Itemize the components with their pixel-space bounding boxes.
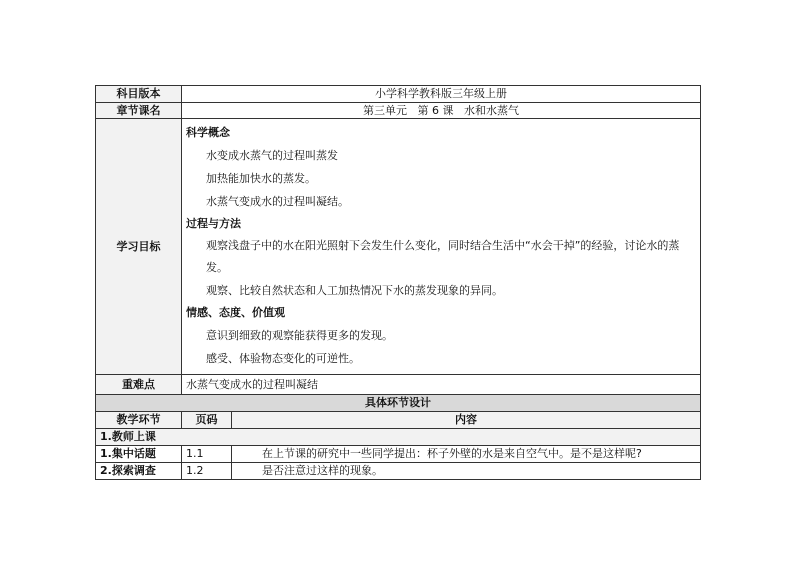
goal-line: 观察、比较自然状态和人工加热情况下水的蒸发现象的异同。 [206, 284, 503, 297]
column-header-step: 教学环节 [96, 412, 182, 429]
table-row [96, 463, 701, 480]
goal-line: 感受、体验物态变化的可逆性。 [206, 352, 360, 365]
goal-line: 水变成水蒸气的过程叫蒸发 [206, 149, 338, 162]
design-section-row [96, 395, 701, 412]
learning-goals-row [96, 119, 701, 375]
chapter-lesson-row [96, 103, 701, 119]
subject-version-value: 小学科学教科版三年级上册 [182, 86, 701, 103]
page-number: 1.1 [182, 446, 232, 463]
goal-line: 意识到细致的观察能获得更多的发现。 [206, 329, 393, 342]
design-column-headers [96, 412, 701, 429]
goal-line: 观察浅盘子中的水在阳光照射下会发生什么变化，同时结合生活中“水会干掉”的经验，讨论水的蒸发。 [206, 239, 680, 274]
key-points-label: 重难点 [96, 375, 182, 395]
column-header-page: 页码 [182, 412, 232, 429]
chapter-lesson-value: 第三单元 第 6 课 水和水蒸气 [182, 103, 701, 119]
step-content: 在上节课的研究中一些同学提出：杯子外壁的水是来自空气中。是不是这样呢? [232, 446, 701, 463]
teacher-section-row [96, 429, 701, 446]
chapter-lesson-label: 章节课名 [96, 103, 182, 119]
subject-version-label: 科目版本 [96, 86, 182, 103]
teacher-section-title: 1.教师上课 [96, 429, 701, 446]
step-content: 是否注意过这样的现象。 [232, 463, 701, 480]
page-number: 1.2 [182, 463, 232, 480]
step-name: 1.集中话题 [96, 446, 182, 463]
lesson-plan-table [95, 85, 701, 480]
goal-line: 加热能加快水的蒸发。 [206, 172, 316, 185]
key-points-row [96, 375, 701, 395]
science-concept-heading: 科学概念 [186, 126, 230, 139]
process-method-heading: 过程与方法 [186, 217, 241, 230]
step-name: 2.探索调查 [96, 463, 182, 480]
key-points-value: 水蒸气变成水的过程叫凝结 [182, 375, 701, 395]
learning-goals-content [182, 119, 701, 375]
design-section-title: 具体环节设计 [96, 395, 701, 412]
subject-version-row [96, 86, 701, 103]
table-row [96, 446, 701, 463]
learning-goals-label: 学习目标 [96, 119, 182, 375]
goal-line: 水蒸气变成水的过程叫凝结。 [206, 195, 349, 208]
attitude-values-heading: 情感、态度、价值观 [186, 306, 285, 319]
column-header-content: 内容 [232, 412, 701, 429]
